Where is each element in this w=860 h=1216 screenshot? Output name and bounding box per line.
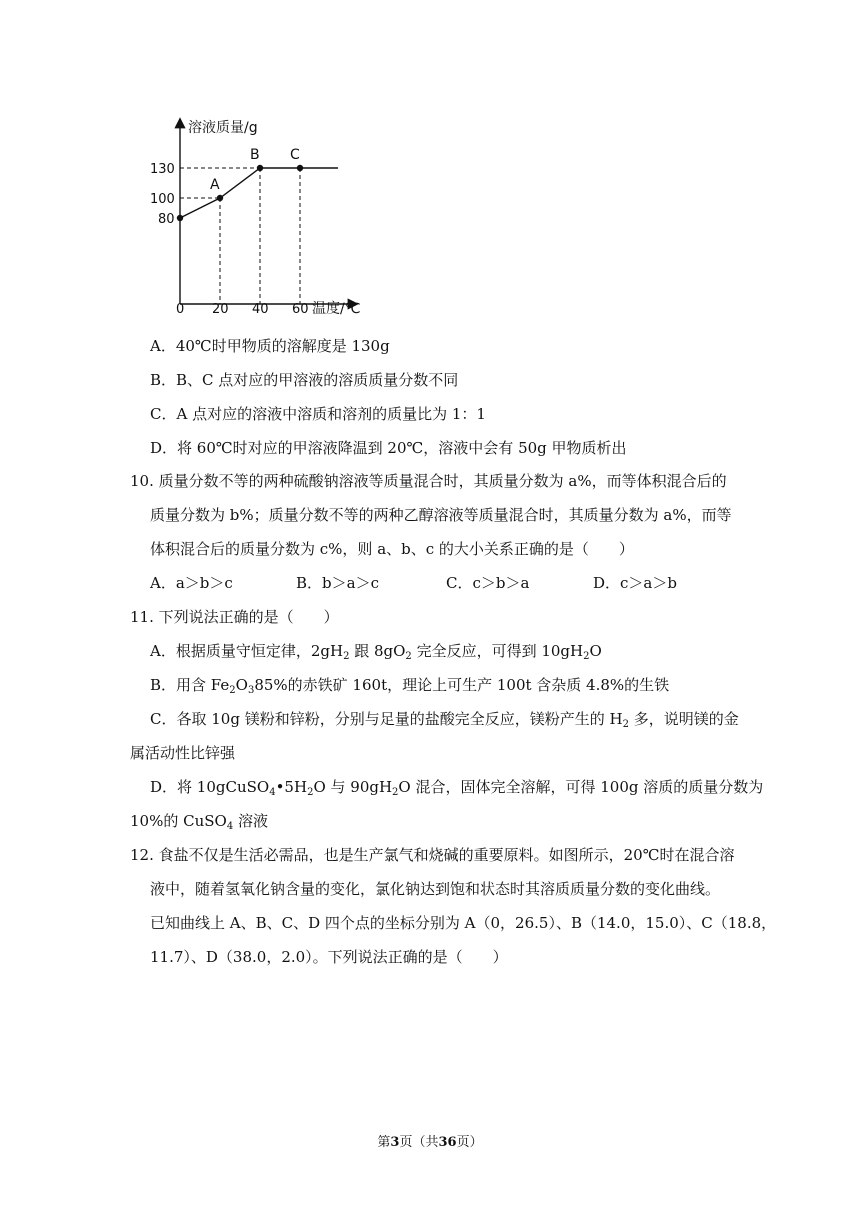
series-line	[180, 168, 300, 218]
point-start	[177, 215, 183, 221]
q11-option-b: B．用含 $Fe_2O_385\%$的赤铁矿 160t，理论上可生产 100t 含杂质 4.8%的生铁	[150, 676, 670, 696]
q10-stem-line1: 10. 质量分数不等的两种硫酸钠溶液等质量混合时，其质量分数为 a%，而等体积混合后的	[130, 472, 727, 490]
point-label-B: B	[250, 147, 260, 163]
q12-stem-line2: 液中，随着氢氧化钠含量的变化，氯化钠达到饱和状态时其溶质质量分数的变化曲线。	[150, 880, 721, 898]
point-label-C: C	[290, 147, 300, 163]
y-axis-label: 溶液质量/g	[188, 120, 258, 136]
x-tick-60: 60	[292, 302, 309, 317]
q11-option-d: D．将 $10gCuSO_4•5H_2O$ 与 $90gH_2O$ 混合，固体完全溶解，可得 100g 溶质的质量分数为	[150, 778, 764, 798]
q10-option-a: A．a＞b＞c	[150, 574, 233, 592]
q10-option-d: D．c＞a＞b	[593, 574, 677, 592]
q10-stem-line3: 体积混合后的质量分数为 c%，则 a、b、c 的大小关系正确的是（ ）	[150, 540, 634, 558]
point-C	[297, 165, 303, 171]
solution-mass-chart	[140, 108, 380, 320]
point-A	[217, 195, 223, 201]
x-axis-label: 温度/℃	[312, 301, 361, 317]
q10-stem-line2: 质量分数为 b%；质量分数不等的两种乙醇溶液等质量混合时，其质量分数为 a%，而等	[150, 506, 732, 524]
q11-option-d-cont: 10%的 CuSO$_4$ 溶液	[130, 812, 268, 832]
q11-option-a: A．根据质量守恒定律，$2gH_2$ 跟 $8gO_2$ 完全反应，可得到 $10gH_2O$	[150, 642, 602, 662]
y-tick-100: 100	[150, 192, 175, 207]
q9-option-d: D．将 60℃时对应的甲溶液降温到 20℃，溶液中会有 50g 甲物质析出	[150, 439, 627, 457]
q12-stem-line3: 已知曲线上 A、B、C、D 四个点的坐标分别为 A（0，26.5）、B（14.0，15.0）、C（18.8，	[150, 914, 777, 932]
q10-option-b: B．b＞a＞c	[296, 574, 379, 592]
page-footer: 第3页（共36页）	[377, 1135, 483, 1150]
x-tick-40: 40	[252, 302, 269, 317]
x-tick-20: 20	[212, 302, 229, 317]
x-tick-0: 0	[176, 302, 185, 317]
q12-stem-line1: 12. 食盐不仅是生活必需品，也是生产氯气和烧碱的重要原料。如图所示，20℃时在混合溶	[130, 846, 735, 864]
point-label-A: A	[210, 177, 220, 193]
q11-stem: 11. 下列说法正确的是（ ）	[130, 608, 339, 626]
q11-option-c: C．各取 10g 镁粉和锌粉，分别与足量的盐酸完全反应，镁粉产生的 $H_2$ 多，说明镁的金	[150, 710, 739, 730]
q9-option-c: C．A 点对应的溶液中溶质和溶剂的质量比为 1：1	[150, 405, 486, 423]
q11-option-c-cont: 属活动性比锌强	[130, 744, 236, 762]
q12-stem-line4: 11.7）、D（38.0，2.0）。下列说法正确的是（ ）	[150, 948, 508, 966]
q9-option-b: B．B、C 点对应的甲溶液的溶质质量分数不同	[150, 371, 459, 389]
point-B	[257, 165, 263, 171]
q10-option-c: C．c＞b＞a	[446, 574, 530, 592]
q9-option-a: A．40℃时甲物质的溶解度是 130g	[150, 337, 390, 355]
y-tick-80: 80	[158, 212, 175, 227]
y-tick-130: 130	[150, 162, 175, 177]
